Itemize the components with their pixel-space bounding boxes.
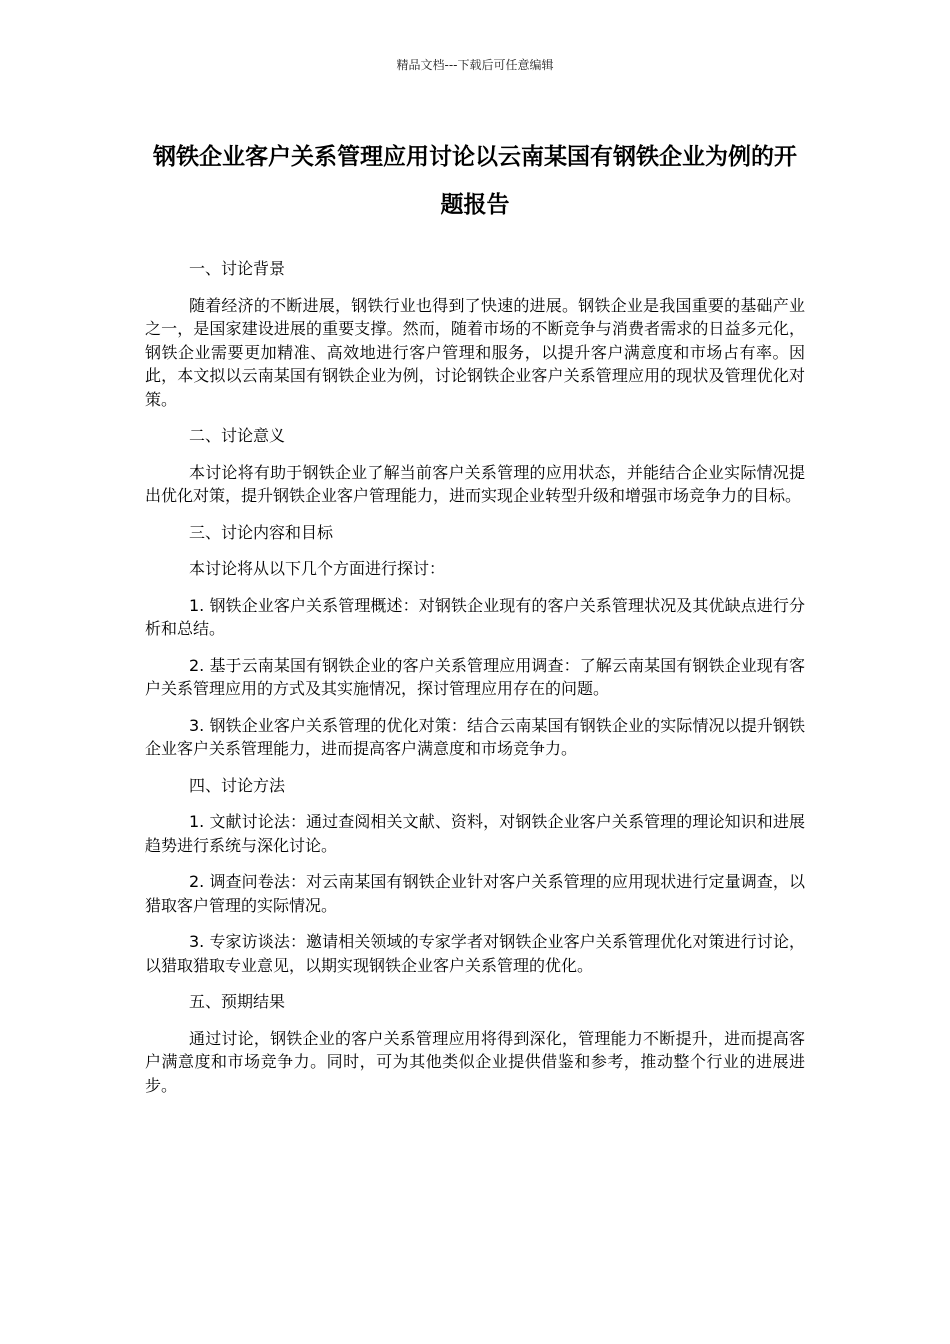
content-item-3: 3. 钢铁企业客户关系管理的优化对策：结合云南某国有钢铁企业的实际情况以提升钢铁企业客户关系管理能力，进而提高客户满意度和市场竞争力。 (145, 715, 805, 758)
paragraph-content-intro: 本讨论将从以下几个方面进行探讨： (189, 559, 446, 578)
document-title: 钢铁企业客户关系管理应用讨论以云南某国有钢铁企业为例的开题报告 (153, 144, 797, 218)
section-heading-content: 三、讨论内容和目标 (189, 522, 334, 542)
method-item-3: 3. 专家访谈法：邀请相关领域的专家学者对钢铁企业客户关系管理优化对策进行讨论，以猎取猎取专业意见，以期实现钢铁企业客户关系管理的优化。 (145, 932, 805, 975)
content-item-1: 1. 钢铁企业客户关系管理概述：对钢铁企业现有的客户关系管理状况及其优缺点进行分析和总结。 (145, 595, 805, 638)
paragraph-expected: 通过讨论，钢铁企业的客户关系管理应用将得到深化，管理能力不断提升，进而提高客户满意度和市场竞争力。同时，可为其他类似企业提供借鉴和参考，推动整个行业的进展进步。 (145, 1028, 805, 1095)
section-heading-significance: 二、讨论意义 (189, 426, 286, 445)
content-item-2: 2. 基于云南某国有钢铁企业的客户关系管理应用调查：了解云南某国有钢铁企业现有客户关系管理应用的方式及其实施情况，探讨管理应用存在的问题。 (145, 655, 805, 698)
paragraph-background: 随着经济的不断进展，钢铁行业也得到了快速的进展。钢铁企业是我国重要的基础产业之一，是国家建设进展的重要支撑。然而，随着市场的不断竞争与消费者需求的日益多元化，钢铁企业需要更加精准、高效地进行客户管理和服务，以提升客户满意度和市场占有率。因此，本文拟以云南某国有钢铁企业为例，讨论钢铁企业客户关系管理应用的现状及管理优化对策。 (145, 295, 805, 409)
paragraph-significance: 本讨论将有助于钢铁企业了解当前客户关系管理的应用状态，并能结合企业实际情况提出优化对策，提升钢铁企业客户管理能力，进而实现企业转型升级和增强市场竞争力的目标。 (145, 462, 805, 505)
section-heading-expected: 五、预期结果 (189, 992, 286, 1011)
method-item-2: 2. 调查问卷法：对云南某国有钢铁企业针对客户关系管理的应用现状进行定量调查，以猎取客户管理的实际情况。 (145, 872, 805, 915)
section-heading-methods: 四、讨论方法 (189, 775, 286, 795)
method-item-1: 1. 文献讨论法：通过查阅相关文献、资料，对钢铁企业客户关系管理的理论知识和进展趋势进行系统与深化讨论。 (145, 812, 805, 855)
document-body (145, 257, 805, 1110)
section-heading-background: 一、讨论背景 (189, 259, 286, 278)
header-note: 精品文档---下载后可任意编辑 (396, 58, 554, 72)
